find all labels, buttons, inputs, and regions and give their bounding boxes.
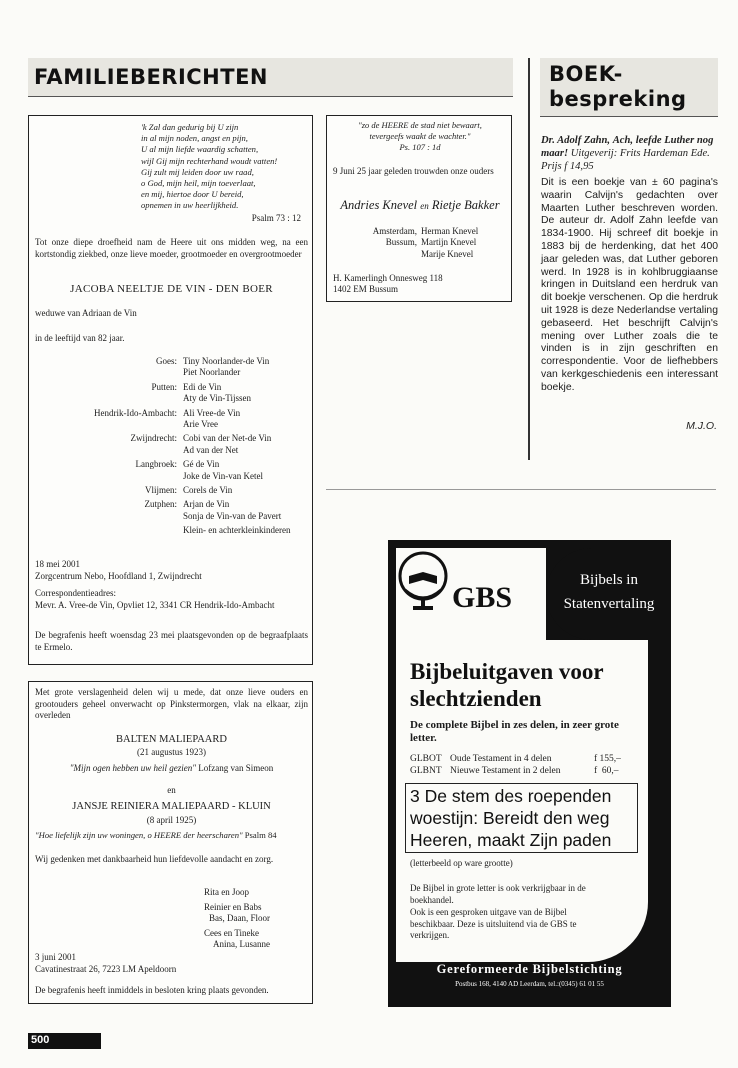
verse: 'k Zal dan gedurig bij U zijn in al mijn noden, angst en pijn, U al mijn liefde waardig schatten, wijl Gij mijn rechterhand woudt vatten! Gij zult mij leiden door uw raad, o God, mijn heil, mijn toeverlaat, en mij, hiertoe door U bereid, opnemen in uw heerlijkheid. <box>141 122 278 211</box>
anniversary-address-2: 1402 EM Bussum <box>333 284 399 294</box>
ad-subheadline: De complete Bijbel in zes delen, in zeer grote letter. <box>410 719 619 744</box>
family-city: Langbroek: <box>135 459 177 470</box>
family-names: Corels de Vin <box>183 485 233 496</box>
review-heading-2: bespreking <box>549 87 687 111</box>
verse-reference: Psalm 73 : 12 <box>251 213 301 223</box>
anniversary-intro: 9 Juni 25 jaar geleden trouwden onze ouders <box>333 166 494 176</box>
globe-book-icon <box>397 550 449 612</box>
age-line: in de leeftijd van 82 jaar. <box>35 333 125 343</box>
product-row: GLBNT Nieuwe Testament in 2 delen f 60,– <box>410 766 619 776</box>
family-row <box>35 525 335 536</box>
family-row <box>35 499 335 522</box>
family-names: Tiny Noorlander-de Vin Piet Noorlander <box>183 356 270 378</box>
quote-1: "Mijn ogen hebben uw heil gezien" Lofzang van Simeon <box>69 763 274 773</box>
family-names: Gé de Vin Joke de Vin-van Ketel <box>183 459 264 481</box>
family-row <box>35 433 335 456</box>
family-row <box>35 485 335 496</box>
couple-wife: Rietje Bakker <box>431 198 500 212</box>
family-city: Hendrik-Ido-Ambacht: <box>94 407 177 418</box>
large-print-sample: 3 De stem des roependen woestijn: Bereidt den weg Heeren, maakt Zijn paden <box>405 783 638 853</box>
family-row <box>35 382 335 405</box>
deceased-name-2: JANSJE REINIERA MALIEPAARD - KLUIN <box>72 801 271 812</box>
banner-line-1: Bijbels in <box>580 572 638 588</box>
child-city-1: Amsterdam, <box>372 226 417 236</box>
banner-line-2: Statenvertaling <box>563 596 655 612</box>
deceased-name: JACOBA NEELTJE DE VIN - DEN BOER <box>70 283 273 295</box>
family-city: Putten: <box>151 381 177 392</box>
family-city <box>35 525 183 536</box>
section-divider <box>326 489 716 490</box>
family-city: Vlijmen: <box>145 485 177 496</box>
family-list <box>35 356 335 540</box>
family-row <box>35 356 335 379</box>
family-city: Zutphen: <box>144 499 177 510</box>
correspondence-label: Correspondentieadres: <box>35 588 116 598</box>
family-names: Arjan de Vin Sonja de Vin-van de Pavert <box>183 499 282 521</box>
anniversary-quote: "zo de HEERE de stad niet bewaart, tevergeefs waakt de wachter." <box>358 120 482 141</box>
family-names: Cobi van der Net-de Vin Ad van der Net <box>183 433 272 455</box>
review-author: M.J.O. <box>686 420 717 432</box>
family-row <box>35 459 335 482</box>
death-notice-de-vin <box>28 115 313 665</box>
notice-intro: Tot onze diepe droefheid nam de Heere uit ons midden weg, na een kortstondig ziekbed, onze lieve moeder, grootmoeder en overgrootmoeder <box>35 237 308 259</box>
death-location: Zorgcentrum Nebo, Hoofdland 1, Zwijndrecht <box>35 571 202 581</box>
couple-husband: Andries Knevel <box>340 198 418 212</box>
family-names: Klein- en achterkleinkinderen <box>183 525 291 536</box>
funeral-note: De begrafenis heeft inmiddels in besloten kring plaats gevonden. <box>35 985 269 995</box>
family-names: Ali Vree-de Vin Arie Vree <box>183 407 241 430</box>
product-list <box>410 753 638 777</box>
family-names: Edi de Vin Aty de Vin-Tijssen <box>183 381 251 404</box>
product-row: GLBOT Oude Testament in 4 delen f 155,– <box>410 754 621 764</box>
family-list: Rita en Joop Reinier en Babs Bas, Daan, Floor Cees en Tineke Anina, Lusanne <box>204 887 270 950</box>
page-number: 500 <box>31 1034 50 1046</box>
child-names-1: Herman Knevel <box>421 226 479 236</box>
death-date: 18 mei 2001 <box>35 559 80 569</box>
deceased-name-1: BALTEN MALIEPAARD <box>116 734 227 745</box>
and-line: en <box>167 785 176 795</box>
review-header <box>540 58 718 117</box>
organization-contact: Postbus 168, 4140 AD Leerdam, tel.:(0345) 61 01 55 <box>455 980 604 988</box>
couple-names <box>331 198 509 213</box>
funeral-note: De begrafenis heeft woensdag 23 mei plaatsgevonden op de begraafplaats te Ermelo. <box>35 630 308 652</box>
couple-and: en <box>420 201 429 211</box>
ad-banner <box>546 548 665 640</box>
review-heading-1: BOEK- <box>549 62 623 86</box>
address: Cavatinestraat 26, 7223 LM Apeldoorn <box>35 964 177 974</box>
ad-info-2: Ook is een gesproken uitgave van de Bijbel beschikbaar. Deze is uitsluitend via de GBS te verkrijgen. <box>410 907 577 940</box>
family-row <box>35 408 335 431</box>
family-city: Goes: <box>156 356 177 366</box>
ad-info-1: De Bijbel in grote letter is ook verkrijgbaar in de boekhandel. <box>410 883 586 905</box>
widow-line: weduwe van Adriaan de Vin <box>35 308 137 318</box>
notice-intro: Met grote verslagenheid delen wij u mede, dat onze lieve ouders en grootouders geheel onverwacht op Pinkstermorgen, vlak na elkaar, zijn overleden <box>35 687 308 720</box>
review-body: Dit is een boekje van ± 60 pagina's waarin Calvijn's gedachten over Maarten Luther beschreven worden. De auteur dr. Adolf Zahn leefde van 1834-1900. Hij schreef dit boekje in 1883 bij de herdenking, dat het 400 jaar geleden was, dat Luther geboren werd. In 1928 is in kohlbruggiaanse kringen in Duitsland een herdruk van dit boekje verschenen. Op die herdruk uit 1928 is deze Nederlandse vertaling gebaseerd. Het beschrijft Calvijn's mening over Luther zoals die te vinden is in zijn geschriften en correspondentie. Voor de liefhebbers van kerkgeschiedenis een interessant boekje. <box>541 177 718 393</box>
quote-2: "Hoe liefelijk zijn uw woningen, o HEERE der heerscharen" Psalm 84 <box>35 830 277 840</box>
section-title: FAMILIEBERICHTEN <box>34 65 269 89</box>
print-size-note: (letterbeeld op ware grootte) <box>410 858 513 868</box>
ad-headline: Bijbeluitgaven voor slechtzienden <box>410 659 604 711</box>
organization-name: Gereformeerde Bijbelstichting <box>436 962 623 976</box>
book-title: Dr. Adolf Zahn, Ach, leefde Luther nog maar! Uitgeverij: Frits Hardeman Ede. Prijs f 14,95 <box>541 135 714 172</box>
anniversary-notice-knevel <box>326 115 512 302</box>
familieberichten-header <box>28 58 513 97</box>
anniversary-address-1: H. Kamerlingh Onnesweg 118 <box>333 273 443 283</box>
death-notice-maliepaard <box>28 681 313 1004</box>
column-divider <box>528 58 530 460</box>
death-date: 3 juni 2001 <box>35 952 77 962</box>
gbs-logo: GBS <box>452 581 513 614</box>
family-city: Zwijndrecht: <box>130 433 177 444</box>
birthdate-1: (21 augustus 1923) <box>137 747 206 757</box>
child-names-2: Martijn Knevel Marije Knevel <box>421 237 477 259</box>
child-city-2: Bussum, <box>385 237 417 247</box>
anniversary-quote-ref: Ps. 107 : 1d <box>399 142 441 152</box>
birthdate-2: (8 april 1925) <box>146 815 197 825</box>
memorial-text: Wij gedenken met dankbaarheid hun liefdevolle aandacht en zorg. <box>35 854 274 864</box>
correspondence-address: Mevr. A. Vree-de Vin, Opvliet 12, 3341 CR Hendrik-Ido-Ambacht <box>35 600 275 610</box>
